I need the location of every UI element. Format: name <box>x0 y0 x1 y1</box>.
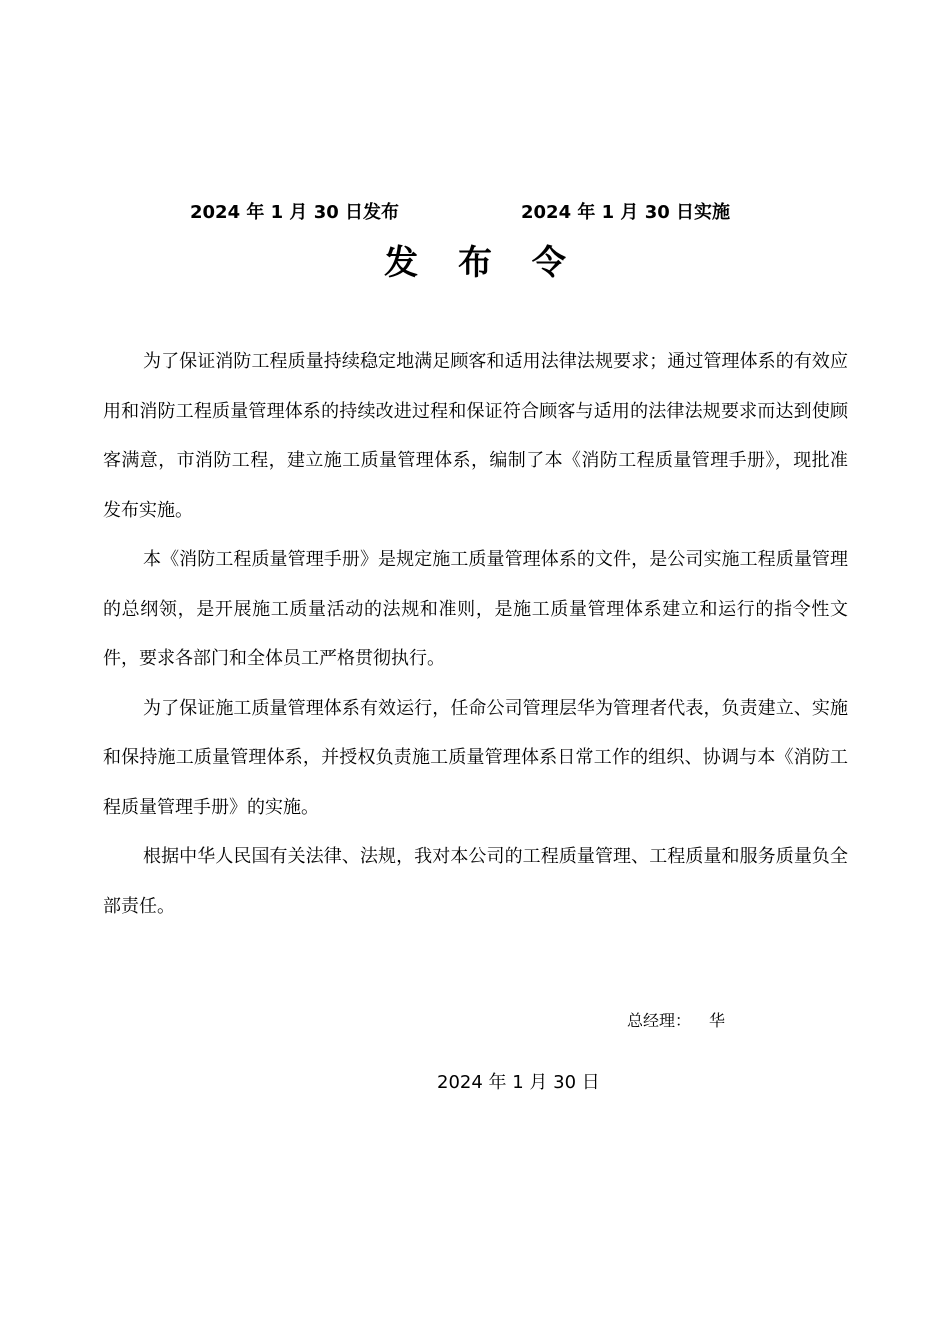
document-body <box>103 337 848 931</box>
signature-date: 2024 年 1 月 30 日 <box>437 1072 600 1093</box>
date-header <box>0 200 950 226</box>
paragraph-3: 为了保证施工质量管理体系有效运行，任命公司管理层华为管理者代表，负责建立、实施和保持施工质量管理体系，并授权负责施工质量管理体系日常工作的组织、协调与本《消防工程质量管理手册》的实施。 <box>103 697 848 818</box>
issue-date: 2024 年 1 月 30 日发布 <box>190 202 400 223</box>
effective-date: 2024 年 1 月 30 日实施 <box>521 202 731 223</box>
signature-block <box>627 1009 725 1033</box>
document-title: 发 布 令 <box>384 243 580 283</box>
signer-label: 总经理： <box>627 1011 692 1030</box>
paragraph-4: 根据中华人民国有关法律、法规，我对本公司的工程质量管理、工程质量和服务质量负全部责任。 <box>103 846 848 917</box>
signer-name: 华 <box>709 1011 726 1030</box>
paragraph-1: 为了保证消防工程质量持续稳定地满足顾客和适用法律法规要求；通过管理体系的有效应用和消防工程质量管理体系的持续改进过程和保证符合顾客与适用的法律法规要求而达到使顾客满意，市消防工程，建立施工质量管理体系，编制了本《消防工程质量管理手册》，现批准发布实施。 <box>103 351 848 521</box>
paragraph-2: 本《消防工程质量管理手册》是规定施工质量管理体系的文件，是公司实施工程质量管理的总纲领，是开展施工质量活动的法规和准则，是施工质量管理体系建立和运行的指令性文件，要求各部门和全体员工严格贯彻执行。 <box>103 549 848 669</box>
